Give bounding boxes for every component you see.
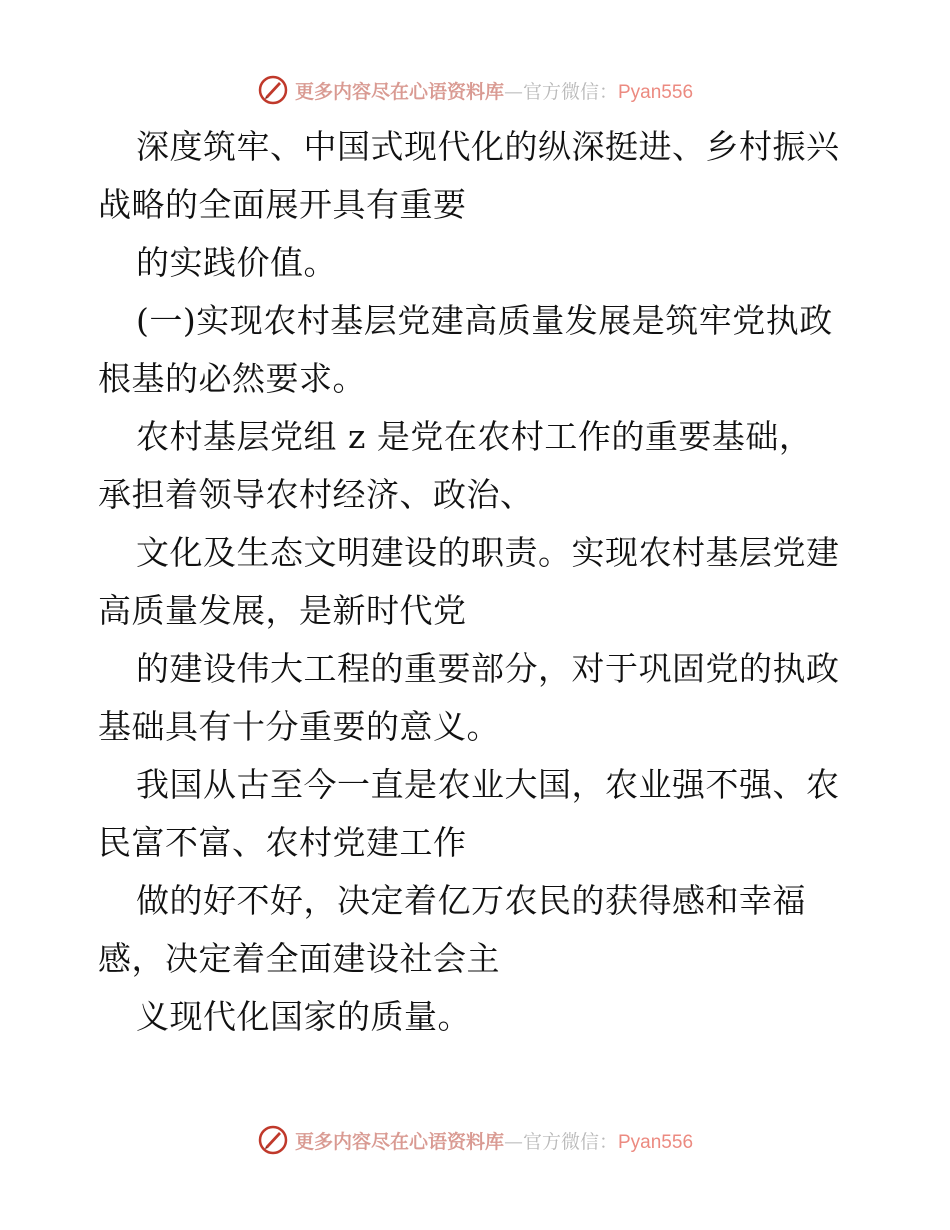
- banner-wechat-label: 官方微信：: [522, 1130, 618, 1153]
- banner-dash: —: [503, 80, 523, 103]
- body-line: 文化及生态文明建设的职责。实现农村基层党建: [136, 533, 840, 572]
- document-body: [98, 118, 858, 1046]
- body-line: 的实践价值。: [136, 243, 337, 282]
- banner-main-text: 更多内容尽在心语资料库: [294, 1130, 504, 1153]
- quill-logo-icon: [257, 1124, 289, 1156]
- header-watermark-banner: [0, 70, 950, 110]
- body-line: 的建设伟大工程的重要部分，对于巩固党的执政: [136, 649, 840, 688]
- banner-wechat-id: Pyan556: [618, 81, 694, 103]
- body-line: 我国从古至今一直是农业大国，农业强不强、农: [136, 765, 840, 804]
- banner-wechat-id: Pyan556: [618, 1131, 694, 1153]
- body-line: 深度筑牢、中国式现代化的纵深挺进、乡村振兴: [136, 127, 840, 166]
- banner-text: [295, 1127, 693, 1154]
- body-line: 感，决定着全面建设社会主: [98, 939, 500, 978]
- quill-logo-icon: [257, 74, 289, 106]
- banner-main-text: 更多内容尽在心语资料库: [294, 80, 504, 103]
- body-line: 基础具有十分重要的意义。: [98, 707, 500, 746]
- body-line: 高质量发展，是新时代党: [98, 591, 467, 630]
- banner-wechat-label: 官方微信：: [522, 80, 618, 103]
- body-line: 承担着领导农村经济、政治、: [98, 475, 534, 514]
- body-line: 战略的全面展开具有重要: [98, 185, 467, 224]
- banner-dash: —: [503, 1130, 523, 1153]
- body-line: 义现代化国家的质量。: [136, 997, 471, 1036]
- section-heading: (一)实现农村基层党建高质量发展是筑牢党执政: [136, 301, 833, 340]
- section-heading-cont: 根基的必然要求。: [98, 359, 366, 398]
- body-line: 民富不富、农村党建工作: [98, 823, 467, 862]
- body-line: 做的好不好，决定着亿万农民的获得感和幸福: [136, 881, 806, 920]
- banner-text: [295, 77, 693, 104]
- body-line: 农村基层党组 z 是党在农村工作的重要基础，: [136, 417, 813, 456]
- footer-watermark-banner: [0, 1120, 950, 1160]
